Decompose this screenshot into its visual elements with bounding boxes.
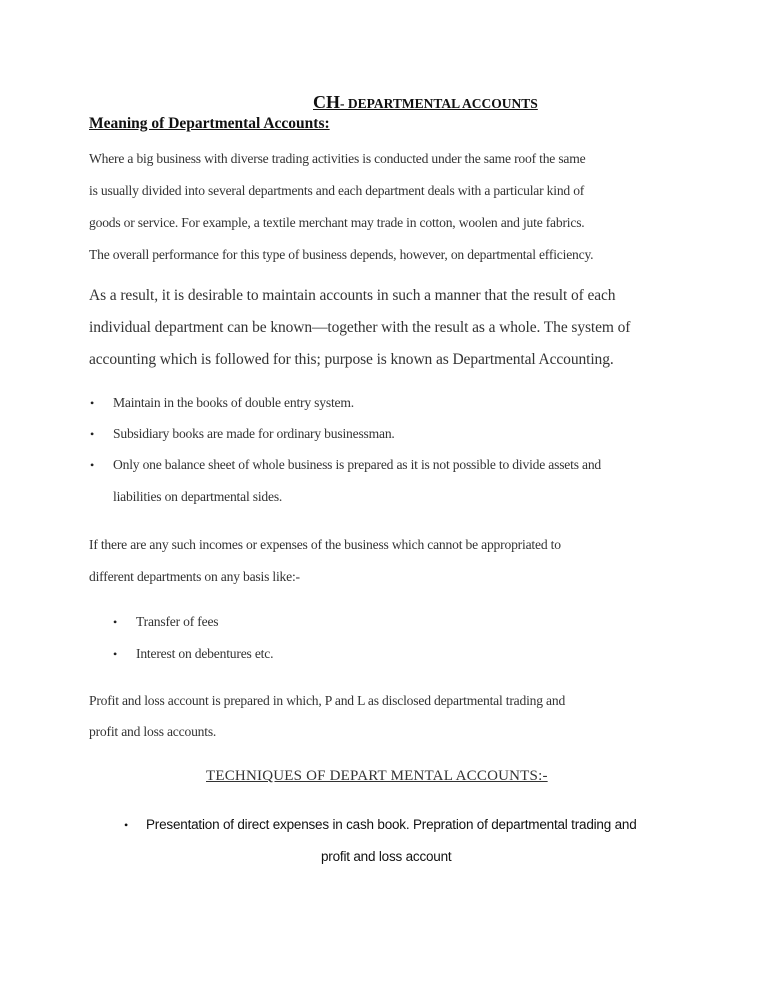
title-prefix: CH — [313, 92, 340, 112]
bullet-icon: • — [90, 396, 95, 410]
bullet-icon: • — [90, 427, 95, 441]
list-item: Only one balance sheet of whole business is prepared as it is not possible to divide assets and — [113, 457, 602, 472]
list-item: Maintain in the books of double entry system. — [113, 395, 354, 410]
document-title — [313, 92, 538, 113]
paragraph-line: Profit and loss account is prepared in which, P and L as disclosed departmental trading and — [89, 693, 566, 708]
list-item: Interest on debentures etc. — [136, 646, 274, 661]
paragraph-line: accounting which is followed for this; purpose is known as Departmental Accounting. — [89, 351, 614, 368]
bullet-icon: • — [113, 647, 118, 661]
bullet-icon: • — [124, 818, 129, 832]
list-item: Presentation of direct expenses in cash book. Prepration of departmental trading and — [146, 817, 637, 832]
section-heading: Meaning of Departmental Accounts: — [89, 115, 330, 132]
paragraph-line: different departments on any basis like:- — [89, 569, 300, 584]
bullet-icon: • — [113, 615, 118, 629]
paragraph-line: is usually divided into several departments and each department deals with a particular kind of — [89, 183, 585, 198]
paragraph-line: The overall performance for this type of business depends, however, on departmental efficiency. — [89, 247, 594, 262]
list-item: Subsidiary books are made for ordinary businessman. — [113, 426, 395, 441]
paragraph-line: If there are any such incomes or expenses of the business which cannot be appropriated to — [89, 537, 561, 552]
list-item: Transfer of fees — [136, 614, 219, 629]
title-text: - DEPARTMENTAL ACCOUNTS — [340, 96, 538, 111]
paragraph-line: goods or service. For example, a textile merchant may trade in cotton, woolen and jute fabrics. — [89, 215, 585, 230]
paragraph-line: individual department can be known—together with the result as a whole. The system of — [89, 319, 631, 336]
bullet-icon: • — [90, 458, 95, 472]
paragraph-line: Where a big business with diverse trading activities is conducted under the same roof the same — [89, 151, 586, 166]
techniques-heading: TECHNIQUES OF DEPART MENTAL ACCOUNTS:- — [206, 768, 548, 784]
list-item-continuation: profit and loss account — [321, 849, 452, 864]
paragraph-line: As a result, it is desirable to maintain accounts in such a manner that the result of each — [89, 287, 616, 304]
list-item-continuation: liabilities on departmental sides. — [113, 489, 283, 504]
paragraph-line: profit and loss accounts. — [89, 724, 217, 739]
